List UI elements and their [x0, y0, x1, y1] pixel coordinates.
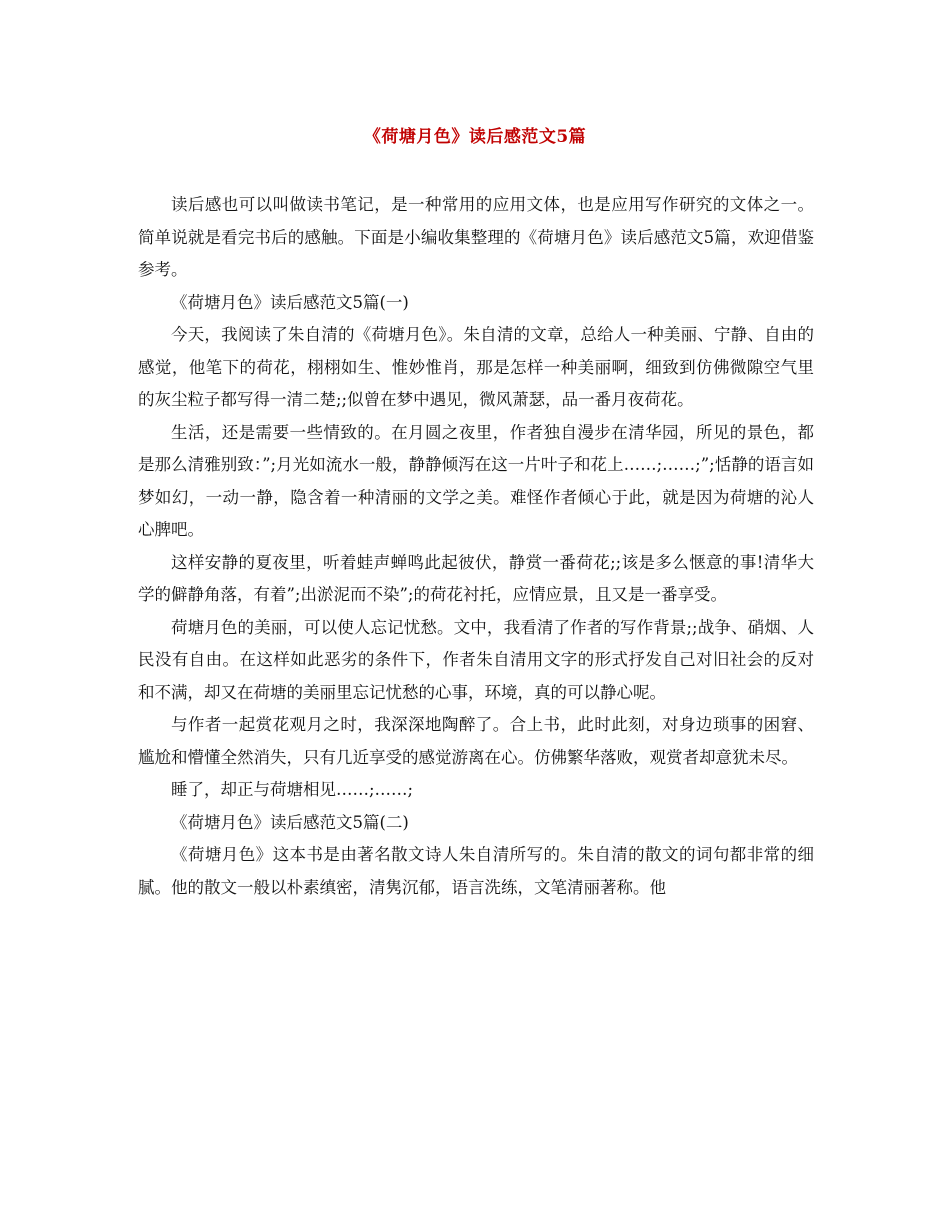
section-heading-2: 《荷塘月色》读后感范文5篇(二) [171, 812, 409, 832]
paragraph: 今天，我阅读了朱自清的《荷塘月色》。朱自清的文章，总给人一种美丽、宁静、自由的感觉，他笔下的荷花，栩栩如生、惟妙惟肖，那是怎样一种美丽啊，细致到仿佛微隙空气里的灰尘粒子都写得一清二楚;;似曾在梦中遇见，微风萧瑟，品一番月夜荷花。 [138, 325, 814, 409]
paragraph: 荷塘月色的美丽，可以使人忘记忧愁。文中，我看清了作者的写作背景;;战争、硝烟、人民没有自由。在这样如此恶劣的条件下，作者朱自清用文字的形式抒发自己对旧社会的反对和不满，却又在荷塘的美丽里忘记忧愁的心事，环境，真的可以静心呢。 [138, 617, 814, 702]
paragraph: 睡了，却正与荷塘相见……;……; [171, 780, 414, 799]
section-heading-1: 《荷塘月色》读后感范文5篇(一) [171, 292, 409, 312]
paragraph: 这样安静的夏夜里，听着蛙声蝉鸣此起彼伏，静赏一番荷花;;该是多么惬意的事!清华大学的僻静角落，有着”;出淤泥而不染”;的荷花衬托，应情应景，且又是一番享受。 [138, 552, 814, 604]
paragraph: 与作者一起赏花观月之时，我深深地陶醉了。合上书，此时此刻，对身边琐事的困窘、尴尬和懵懂全然消失，只有几近享受的感觉游离在心。仿佛繁华落败，观赏者却意犹未尽。 [138, 715, 814, 767]
document-title: 《荷塘月色》读后感范文5篇 [363, 127, 587, 147]
paragraph-intro: 读后感也可以叫做读书笔记，是一种常用的应用文体，也是应用写作研究的文体之一。简单说就是看完书后的感触。下面是小编收集整理的《荷塘月色》读后感范文5篇，欢迎借鉴参考。 [138, 195, 814, 279]
document-body [138, 189, 814, 904]
paragraph: 生活，还是需要一些情致的。在月圆之夜里，作者独自漫步在清华园，所见的景色，都是那么清雅别致：”;月光如流水一般，静静倾泻在这一片叶子和花上……;……;”;恬静的语言如梦如幻，一动一静，隐含着一种清丽的文学之美。难怪作者倾心于此，就是因为荷塘的沁人心脾吧。 [138, 422, 814, 539]
paragraph: 《荷塘月色》这本书是由著名散文诗人朱自清所写的。朱自清的散文的词句都非常的细腻。他的散文一般以朴素缜密，清隽沉郁，语言洗练，文笔清丽著称。他 [138, 845, 814, 897]
